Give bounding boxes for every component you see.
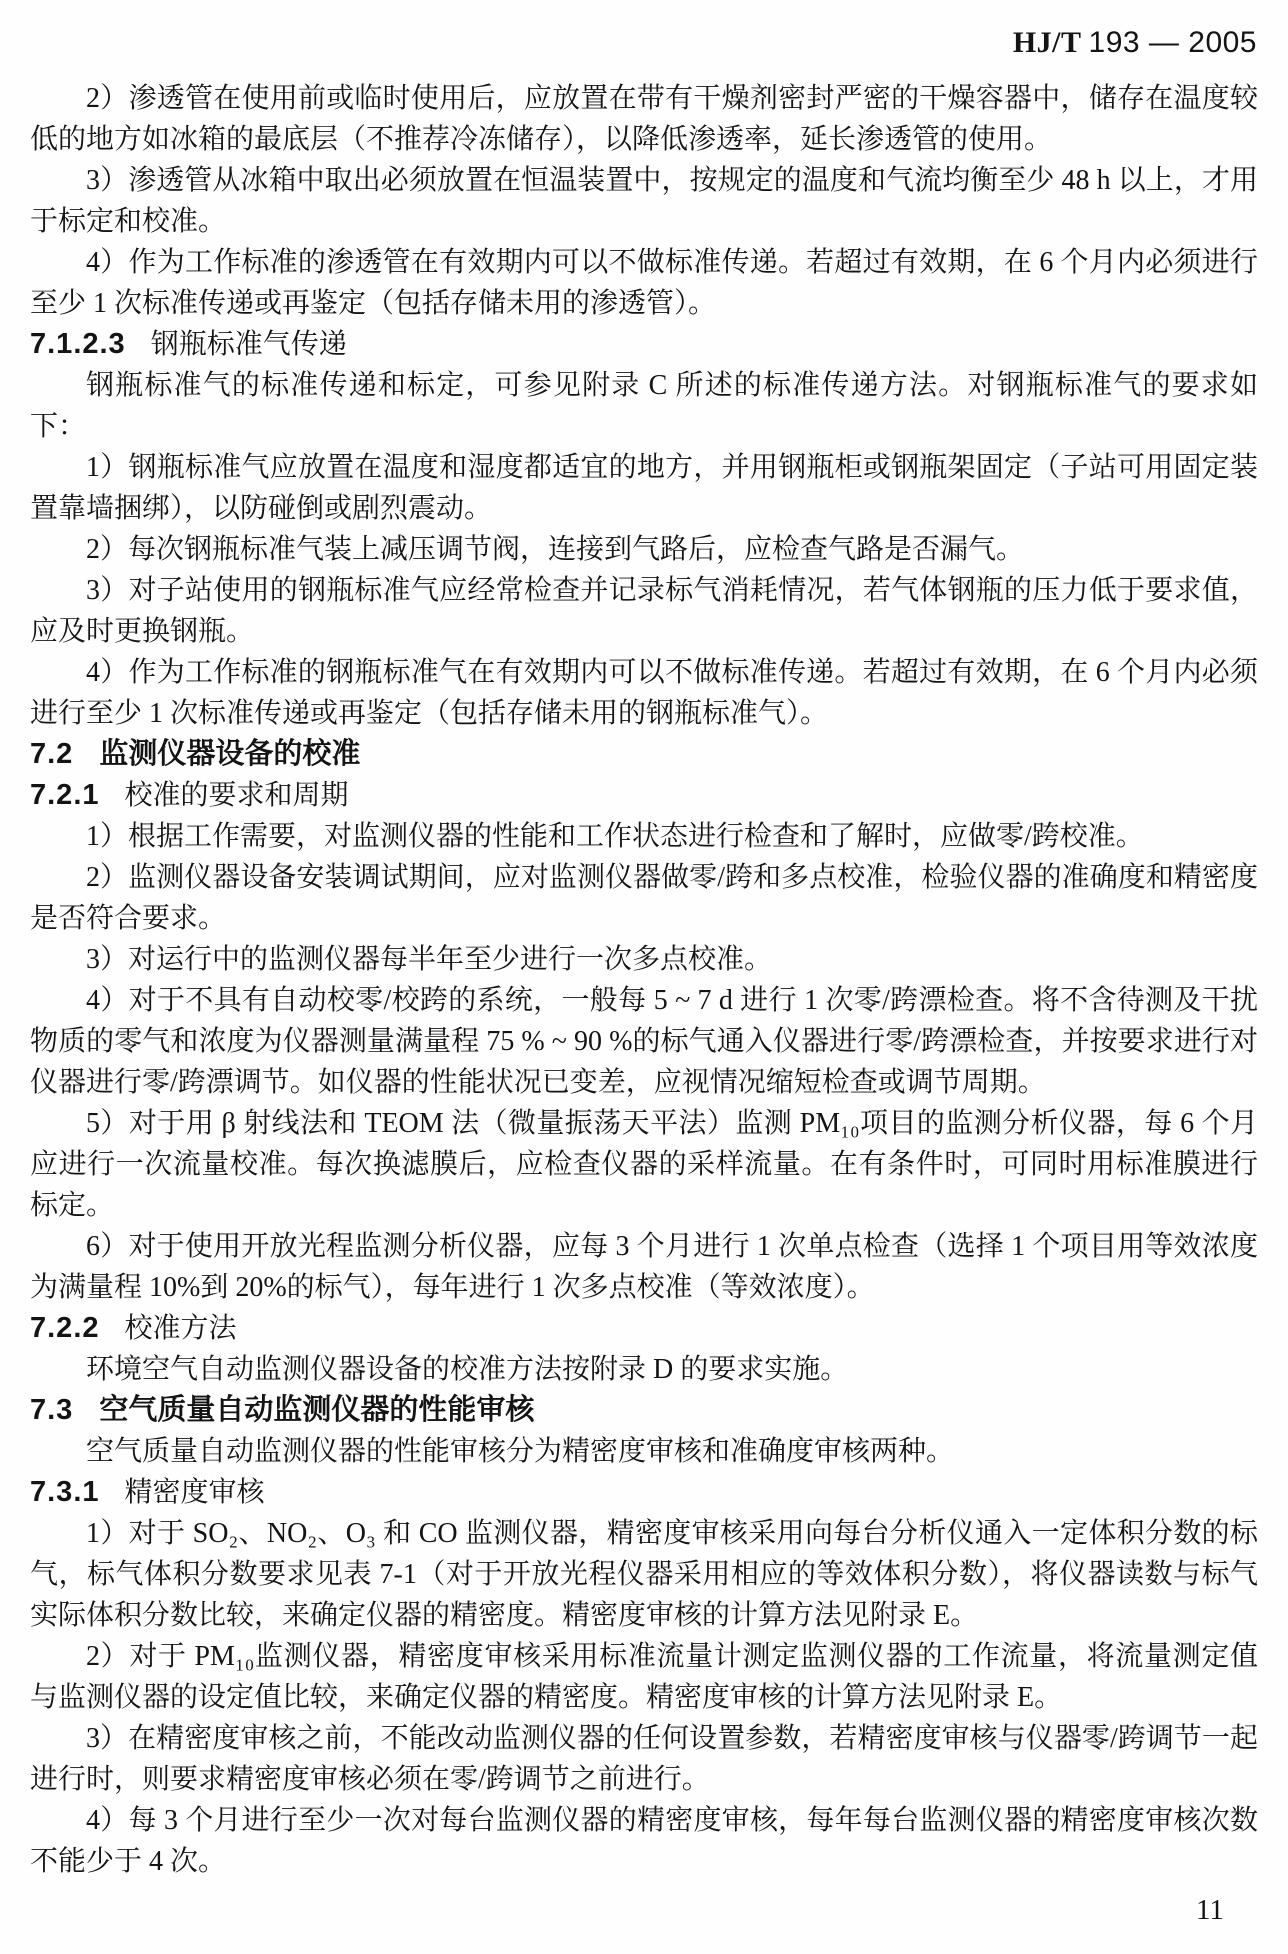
section-title: 监测仪器设备的校准 — [99, 738, 361, 770]
paragraph: 3）对子站使用的钢瓶标准气应经常检查并记录标气消耗情况，若气体钢瓶的压力低于要求值，应及时更换钢瓶。 — [30, 575, 1258, 647]
paragraph: 钢瓶标准气的标准传递和标定，可参见附录 C 所述的标准传递方法。对钢瓶标准气的要求如下： — [30, 370, 1258, 442]
section-number: 7.3.1 — [30, 1476, 100, 1508]
section-title: 精密度审核 — [124, 1477, 265, 1508]
paragraph: 2）对于 PM₁₀监测仪器，精密度审核采用标准流量计测定监测仪器的工作流量，将流量测定值与监测仪器的设定值比较，来确定仪器的精密度。精密度审核的计算方法见附录 E。 — [30, 1641, 1258, 1713]
section-heading-7-2 — [30, 734, 1258, 775]
section-number: 7.2.1 — [30, 779, 100, 811]
paragraph: 5）对于用 β 射线法和 TEOM 法（微量振荡天平法）监测 PM₁₀项目的监测分析仪器，每 6 个月应进行一次流量校准。每次换滤膜后，应检查仪器的采样流量。在有条件时，可同时用标准膜进行标定。 — [30, 1108, 1258, 1221]
section-heading-7-2-2 — [30, 1308, 1258, 1349]
section-number: 7.2.2 — [30, 1312, 100, 1344]
section-number: 7.1.2.3 — [30, 328, 126, 360]
standard-code-prefix: HJ/T — [1012, 26, 1082, 59]
section-heading-7-2-1 — [30, 775, 1258, 816]
paragraph: 1）对于 SO₂、NO₂、O₃ 和 CO 监测仪器，精密度审核采用向每台分析仪通入一定体积分数的标气，标气体积分数要求见表 7-1（对于开放光程仪器采用相应的等效体积分数），将仪器读数与标气实际体积分数比较，来确定仪器的精密度。精密度审核的计算方法见附录 E。 — [30, 1518, 1258, 1631]
paragraph: 4）作为工作标准的钢瓶标准气在有效期内可以不做标准传递。若超过有效期，在 6 个月内必须进行至少 1 次标准传递或再鉴定（包括存储未用的钢瓶标准气）。 — [30, 657, 1258, 729]
paragraph: 空气质量自动监测仪器的性能审核分为精密度审核和准确度审核两种。 — [86, 1436, 955, 1467]
paragraph: 3）在精密度审核之前，不能改动监测仪器的任何设置参数，若精密度审核与仪器零/跨调节一起进行时，则要求精密度审核必须在零/跨调节之前进行。 — [30, 1723, 1258, 1795]
paragraph: 2）每次钢瓶标准气装上减压调节阀，连接到气路后，应检查气路是否漏气。 — [86, 534, 1025, 565]
section-title: 钢瓶标准气传递 — [150, 329, 347, 360]
paragraph: 2）渗透管在使用前或临时使用后，应放置在带有干燥剂密封严密的干燥容器中，储存在温度较低的地方如冰箱的最底层（不推荐冷冻储存），以降低渗透率，延长渗透管的使用。 — [30, 83, 1258, 155]
section-number: 7.3 — [30, 1394, 74, 1426]
section-title: 校准的要求和周期 — [124, 780, 349, 811]
paragraph: 2）监测仪器设备安装调试期间，应对监测仪器做零/跨和多点校准，检验仪器的准确度和精密度是否符合要求。 — [30, 862, 1258, 934]
section-number: 7.2 — [30, 738, 74, 770]
paragraph: 6）对于使用开放光程监测分析仪器，应每 3 个月进行 1 次单点检查（选择 1 个项目用等效浓度为满量程 10%到 20%的标气），每年进行 1 次多点校准（等效浓度）。 — [30, 1231, 1258, 1303]
paragraph: 4）作为工作标准的渗透管在有效期内可以不做标准传递。若超过有效期，在 6 个月内必须进行至少 1 次标准传递或再鉴定（包括存储未用的渗透管）。 — [30, 247, 1258, 319]
paragraph: 4）对于不具有自动校零/校跨的系统，一般每 5 ~ 7 d 进行 1 次零/跨漂检查。将不含待测及干扰物质的零气和浓度为仪器测量满量程 75 % ~ 90 %的标气通入仪器进行零/跨漂检查，并按要求进行对仪器进行零/跨漂调节。如仪器的性能状况已变差，应视情况缩短检查或调节周期。 — [30, 985, 1258, 1098]
paragraph: 3）对运行中的监测仪器每半年至少进行一次多点校准。 — [86, 944, 773, 975]
document-body — [30, 78, 1258, 1882]
paragraph: 1）钢瓶标准气应放置在温度和湿度都适宜的地方，并用钢瓶柜或钢瓶架固定（子站可用固定装置靠墙捆绑），以防碰倒或剧烈震动。 — [30, 452, 1258, 524]
section-title: 校准方法 — [124, 1313, 237, 1344]
paragraph: 环境空气自动监测仪器设备的校准方法按附录 D 的要求实施。 — [86, 1354, 849, 1385]
section-heading-7-1-2-3 — [30, 324, 1258, 365]
section-heading-7-3 — [30, 1390, 1258, 1431]
paragraph: 1）根据工作需要，对监测仪器的性能和工作状态进行检查和了解时，应做零/跨校准。 — [86, 821, 1144, 852]
section-title: 空气质量自动监测仪器的性能审核 — [99, 1394, 535, 1426]
paragraph: 4）每 3 个月进行至少一次对每台监测仪器的精密度审核，每年每台监测仪器的精密度审核次数不能少于 4 次。 — [30, 1805, 1258, 1877]
standard-code-header — [1013, 28, 1257, 58]
section-heading-7-3-1 — [30, 1472, 1258, 1513]
paragraph: 3）渗透管从冰箱中取出必须放置在恒温装置中，按规定的温度和气流均衡至少 48 h 以上，才用于标定和校准。 — [30, 165, 1258, 237]
page-number: 11 — [1196, 1894, 1224, 1926]
standard-code-number: 193 — 2005 — [1088, 26, 1257, 59]
